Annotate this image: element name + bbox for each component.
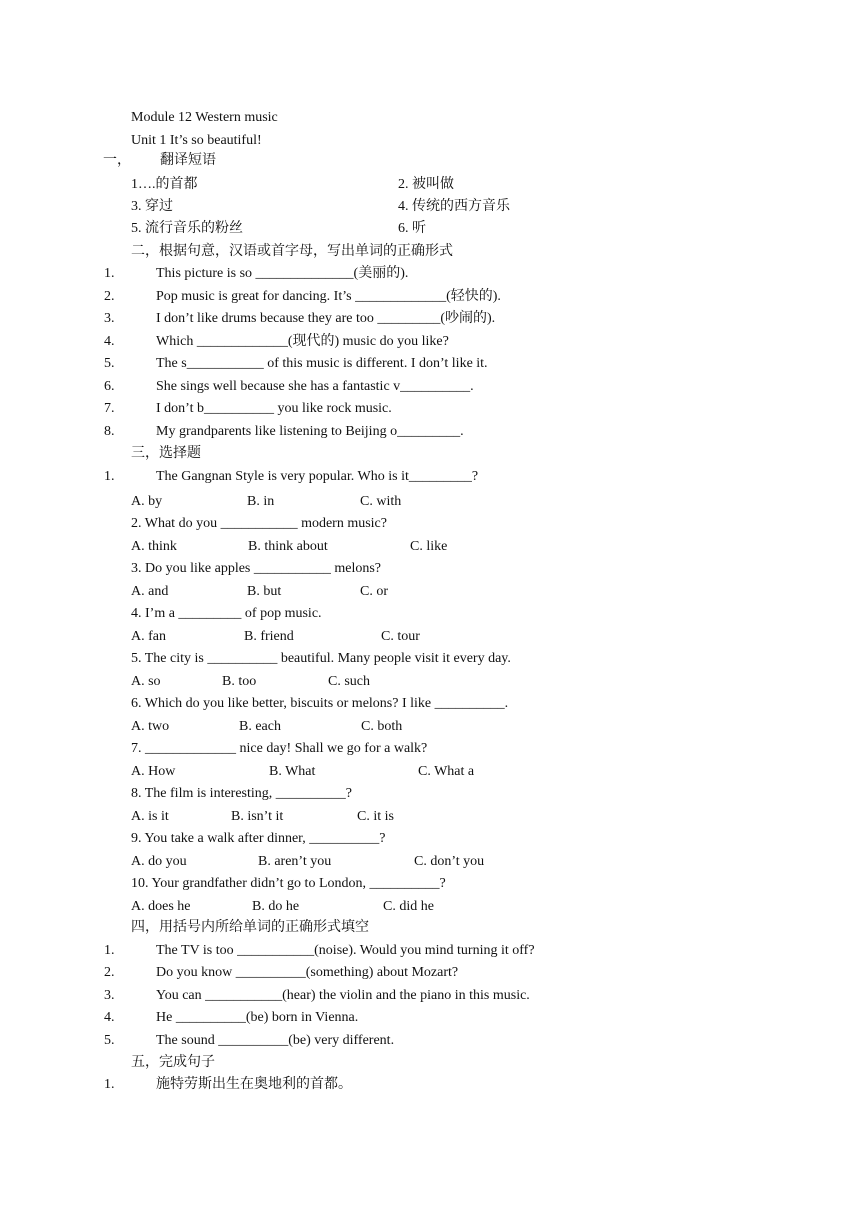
question-number: 5.	[104, 1033, 115, 1048]
section1-title: 翻译短语	[160, 153, 216, 168]
choice-option: C. it is	[357, 809, 394, 824]
choice-option: A. is it	[131, 809, 169, 824]
choice-question: 9. You take a walk after dinner, __________?	[131, 831, 386, 846]
question-number: 1.	[104, 266, 115, 281]
section4-title: 四，用括号内所给单词的正确形式填空	[131, 920, 369, 935]
question-number: 8.	[104, 424, 115, 439]
choice-option: B. aren’t you	[258, 854, 332, 869]
unit-title: Unit 1 It’s so beautiful!	[131, 133, 262, 148]
choice-option: C. with	[360, 494, 402, 509]
choice-question: 8. The film is interesting, __________?	[131, 786, 352, 801]
question-number: 4.	[104, 334, 115, 349]
choice-option: C. did he	[383, 899, 434, 914]
choice-option: C. like	[410, 539, 448, 554]
choice-option: B. isn’t it	[231, 809, 284, 824]
question-number: 2.	[104, 289, 115, 304]
choice-option: A. think	[131, 539, 177, 554]
question-number: 1.	[104, 1077, 115, 1092]
fill-question: She sings well because she has a fantastic v__________.	[156, 379, 474, 394]
fill-question: The s___________ of this music is different. I don’t like it.	[156, 356, 488, 371]
question-number: 3.	[104, 311, 115, 326]
fill-question: He __________(be) born in Vienna.	[156, 1010, 359, 1025]
choice-option: B. friend	[244, 629, 294, 644]
phrase-item: 2. 被叫做	[398, 177, 454, 192]
choice-option: B. think about	[248, 539, 328, 554]
question-number: 3.	[104, 988, 115, 1003]
phrase-item: 3. 穿过	[131, 199, 173, 214]
question-number: 5.	[104, 356, 115, 371]
question-number: 2.	[104, 965, 115, 980]
choice-option: B. but	[247, 584, 282, 599]
choice-option: B. do he	[252, 899, 300, 914]
question-number: 4.	[104, 1010, 115, 1025]
fill-question: Pop music is great for dancing. It’s _____________(轻快的).	[156, 289, 501, 304]
choice-question: 5. The city is __________ beautiful. Many people visit it every day.	[131, 651, 511, 666]
choice-option: C. such	[328, 674, 370, 689]
fill-question: This picture is so ______________(美丽的).	[156, 266, 409, 281]
choice-question: 10. Your grandfather didn’t go to London, __________?	[131, 876, 446, 891]
question-number: 1.	[104, 943, 115, 958]
choice-option: A. fan	[131, 629, 166, 644]
translation-question: 施特劳斯出生在奥地利的首都。	[156, 1077, 352, 1092]
fill-question: The TV is too ___________(noise). Would you mind turning it off?	[156, 943, 535, 958]
question-number: 1.	[104, 469, 115, 484]
choice-option: A. does he	[131, 899, 191, 914]
choice-option: A. and	[131, 584, 169, 599]
phrase-item: 1….的首都	[131, 177, 198, 192]
choice-question: 4. I’m a _________ of pop music.	[131, 606, 322, 621]
module-title: Module 12 Western music	[131, 110, 278, 125]
choice-option: C. don’t you	[414, 854, 485, 869]
choice-option: B. too	[222, 674, 257, 689]
phrase-item: 4. 传统的西方音乐	[398, 199, 510, 214]
fill-question: The sound __________(be) very different.	[156, 1033, 395, 1048]
fill-question: Do you know __________(something) about Mozart?	[156, 965, 459, 980]
choice-option: C. What a	[418, 764, 475, 779]
choice-option: A. so	[131, 674, 161, 689]
question-number: 7.	[104, 401, 115, 416]
fill-question: You can ___________(hear) the violin and the piano in this music.	[156, 988, 530, 1003]
choice-option: B. each	[239, 719, 281, 734]
choice-question: The Gangnan Style is very popular. Who is it_________?	[156, 469, 479, 484]
choice-option: B. What	[269, 764, 316, 779]
section5-title: 五，完成句子	[131, 1055, 215, 1070]
fill-question: Which _____________(现代的) music do you like?	[156, 334, 449, 349]
choice-option: C. tour	[381, 629, 420, 644]
choice-option: C. or	[360, 584, 388, 599]
fill-question: I don’t b__________ you like rock music.	[156, 401, 392, 416]
fill-question: My grandparents like listening to Beijing o_________.	[156, 424, 464, 439]
section2-title: 二，根据句意，汉语或首字母，写出单词的正确形式	[131, 244, 453, 259]
choice-option: B. in	[247, 494, 275, 509]
section3-title: 三，选择题	[131, 446, 201, 461]
choice-question: 2. What do you ___________ modern music?	[131, 516, 387, 531]
choice-option: A. How	[131, 764, 176, 779]
question-number: 6.	[104, 379, 115, 394]
choice-question: 7. _____________ nice day! Shall we go for a walk?	[131, 741, 428, 756]
phrase-item: 6. 听	[398, 221, 426, 236]
choice-option: C. both	[361, 719, 403, 734]
choice-question: 6. Which do you like better, biscuits or melons? I like __________.	[131, 696, 509, 711]
choice-option: A. by	[131, 494, 163, 509]
section1-number: 一，	[103, 153, 131, 168]
fill-question: I don’t like drums because they are too _________(吵闹的).	[156, 311, 496, 326]
choice-option: A. do you	[131, 854, 187, 869]
choice-question: 3. Do you like apples ___________ melons?	[131, 561, 382, 576]
choice-option: A. two	[131, 719, 170, 734]
phrase-item: 5. 流行音乐的粉丝	[131, 221, 243, 236]
